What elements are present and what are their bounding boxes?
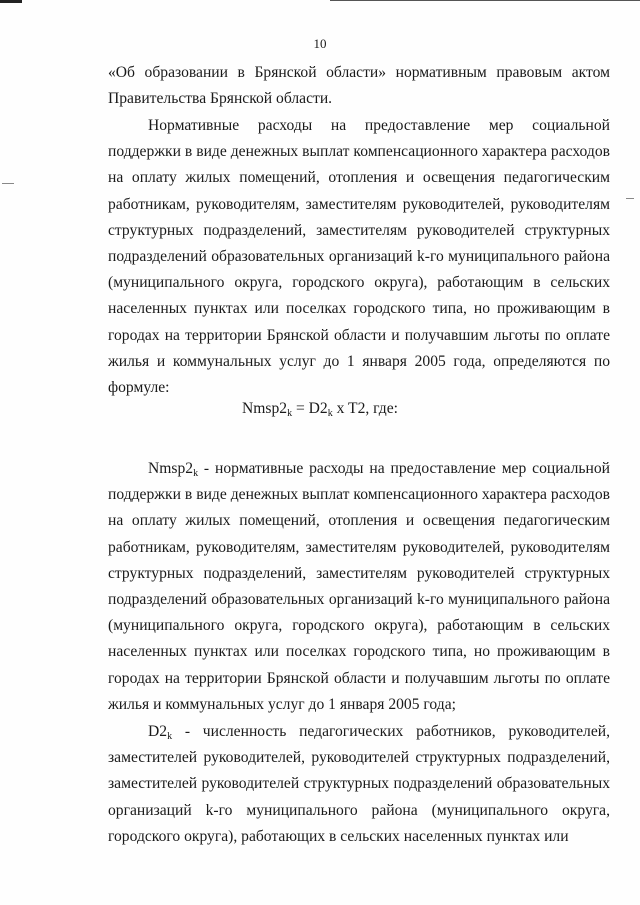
formula [0, 400, 640, 418]
scan-top-rule [330, 0, 640, 1]
definition-text: - нормативные расходы на предоставление мер социальной поддержки в виде денежных выплат компенсационного характера расходов на оплату жилых помещений, отопления и освещения педагогическим работникам, руководителям, заместителям руководителей, руководителям структурных подразделений, заместителям руководителей структурных подразделений образовательных организаций k-го муниципального района (муниципального округа, городского округа), работающим в сельских населенных пунктах или поселках городского типа, но проживающим в городах на территории Брянской области и получавшим льготы по оплате жилья и коммунальных услуг до 1 января 2005 года; [108, 460, 610, 713]
definition-symbol: D2 [148, 723, 168, 740]
scan-top-edge [0, 0, 640, 3]
page-number: 10 [313, 36, 327, 51]
paragraph-continuation: «Об образовании в Брянской области» нормативным правовым актом Правительства Брянской области. [108, 64, 610, 108]
definition-subscript: k [193, 468, 199, 479]
paragraph-normative-expenses: Нормативные расходы на предоставление мер социальной поддержки в виде денежных выплат компенсационного характера расходов на оплату жилых помещений, отопления и освещения педагогическим работникам, руководителям, заместителям руководителей, руководителям структурных подразделений, заместителям руководителей структурных подразделений образовательных организаций k-го муниципального района (муниципального округа, городского округа), работающим в сельских населенных пунктах или поселках городского типа, но проживающим в городах на территории Брянской области и получавшим льготы по оплате жилья и коммунальных услуг до 1 января 2005 года, определяются по формуле: [108, 117, 610, 397]
definition-symbol: Nmsp2 [148, 460, 194, 477]
scan-top-mark [0, 0, 22, 3]
formula-eq: = D2 [292, 400, 328, 417]
definition-d2k [108, 719, 610, 850]
formula-tail: x T2, где: [332, 400, 398, 417]
definition-subscript: k [167, 731, 173, 742]
formula-lhs-subscript: k [287, 408, 293, 419]
definition-nmsp2k [108, 456, 610, 718]
formula-rhs-subscript: k [327, 408, 333, 419]
definition-text: - численность педагогических работников, руководителей, заместителей руководителей, руководителей структурных подразделений, заместителей руководителей структурных подразделений образовательных организаций k-го муниципального района (муниципального округа, городского округа), работающих в сельских населенных пунктах или [108, 723, 610, 845]
scan-margin-mark-left [2, 183, 14, 184]
scan-margin-mark-right [626, 198, 634, 199]
formula-lhs: Nmsp2 [242, 400, 288, 417]
